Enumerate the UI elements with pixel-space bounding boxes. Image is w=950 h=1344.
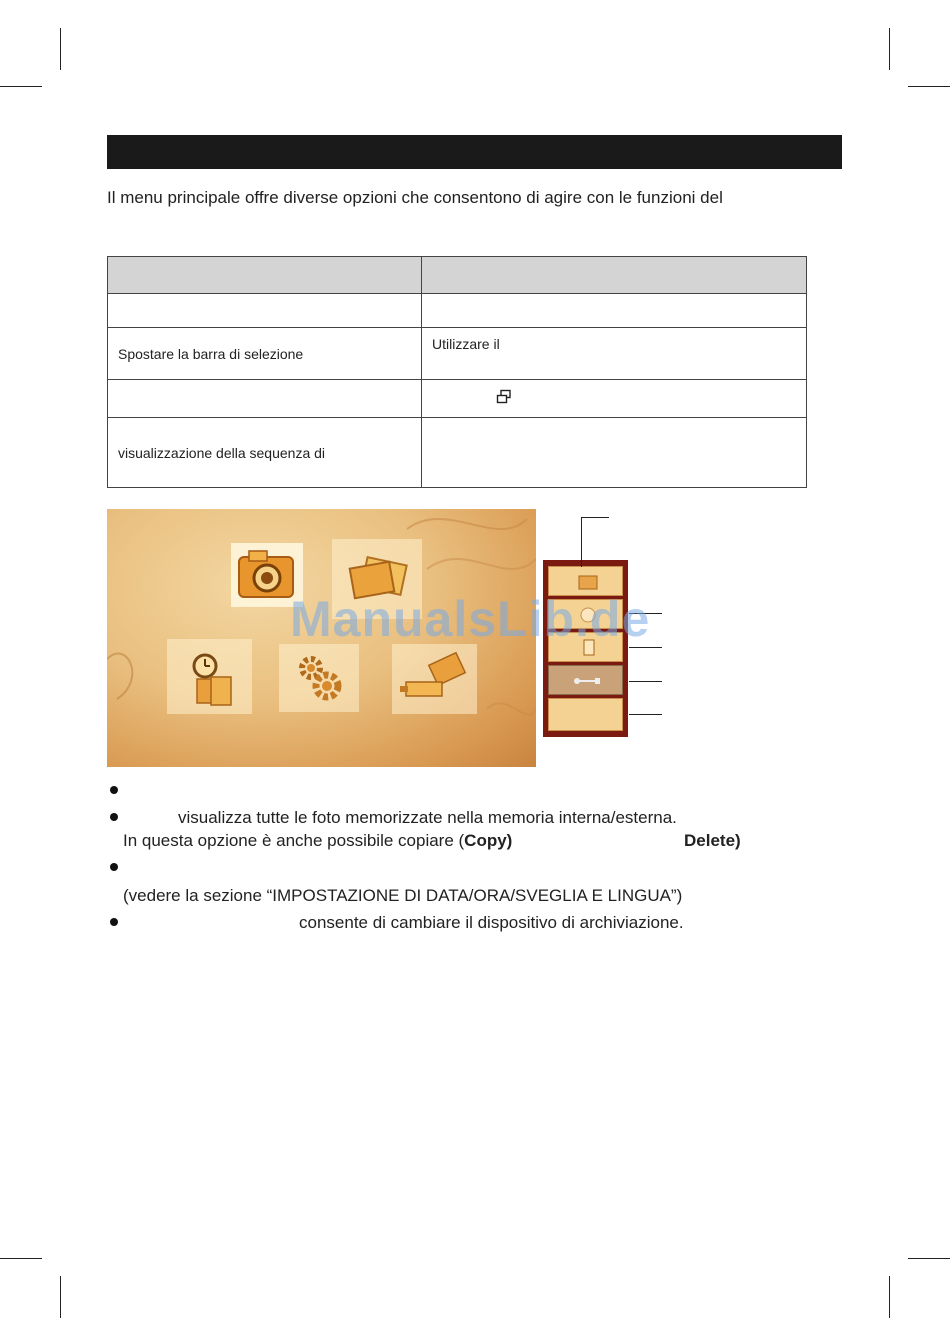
bullet-text: visualizza tutte le foto memorizzate nella memoria interna/esterna. bbox=[178, 808, 677, 827]
bullet-continuation-text: In questa opzione è anche possibile copiare ( bbox=[123, 831, 465, 850]
table-cell: Spostare la barra di selezione bbox=[108, 328, 422, 380]
table-cell: visualizzazione della sequenza di bbox=[108, 418, 422, 488]
table-header-row bbox=[108, 257, 807, 294]
bullet-dot bbox=[110, 786, 118, 794]
callout-line bbox=[629, 714, 662, 715]
crop-mark bbox=[908, 86, 950, 87]
crop-mark bbox=[889, 28, 890, 70]
clock-icon bbox=[167, 639, 252, 714]
table-cell: Utilizzare il bbox=[422, 328, 807, 380]
watermark: ManualsLib.de bbox=[290, 591, 651, 647]
table-row bbox=[108, 418, 807, 488]
table-cell bbox=[422, 418, 807, 488]
bullet-continuation bbox=[123, 831, 512, 851]
section-header-bar bbox=[107, 135, 842, 169]
bullet-continuation: (vedere la sezione “IMPOSTAZIONE DI DATA/ORA/SVEGLIA E LINGUA”) bbox=[123, 886, 683, 905]
usb-icon bbox=[549, 666, 624, 696]
callout-line bbox=[581, 517, 609, 518]
table-cell bbox=[108, 294, 422, 328]
intro-paragraph: Il menu principale offre diverse opzioni che consentono di agire con le funzioni del bbox=[107, 188, 723, 207]
crop-mark bbox=[60, 28, 61, 70]
table-row bbox=[108, 328, 807, 380]
crop-mark bbox=[0, 86, 42, 87]
callout-line bbox=[581, 517, 582, 567]
storage-selection-panel bbox=[543, 560, 628, 737]
bullet-text: consente di cambiare il dispositivo di archiviazione. bbox=[299, 913, 684, 932]
usb-card-icon bbox=[392, 644, 477, 714]
gears-icon bbox=[279, 644, 359, 712]
delete-label-text: Delete) bbox=[684, 831, 741, 850]
crop-mark bbox=[908, 1258, 950, 1259]
bullet-dot bbox=[110, 863, 118, 871]
copy-label: Copy) bbox=[464, 831, 513, 850]
table-cell bbox=[108, 380, 422, 418]
storage-slot-selected bbox=[548, 665, 623, 695]
table-row bbox=[108, 380, 807, 418]
table-row bbox=[108, 294, 807, 328]
crop-mark bbox=[0, 1258, 42, 1259]
table-cell bbox=[422, 380, 807, 418]
settings-tile bbox=[279, 644, 359, 712]
storage-tile bbox=[392, 644, 477, 714]
bullet-dot bbox=[110, 813, 118, 821]
clock-tile bbox=[167, 639, 252, 714]
table-header-cell bbox=[108, 257, 422, 294]
operations-table bbox=[107, 256, 807, 488]
callout-line bbox=[629, 681, 662, 682]
storage-slot bbox=[548, 698, 623, 731]
bullet-dot bbox=[110, 918, 118, 926]
crop-mark bbox=[889, 1276, 890, 1318]
table-cell bbox=[422, 294, 807, 328]
windows-icon bbox=[496, 389, 512, 408]
crop-mark bbox=[60, 1276, 61, 1318]
delete-label bbox=[684, 831, 741, 851]
table-header-cell bbox=[422, 257, 807, 294]
